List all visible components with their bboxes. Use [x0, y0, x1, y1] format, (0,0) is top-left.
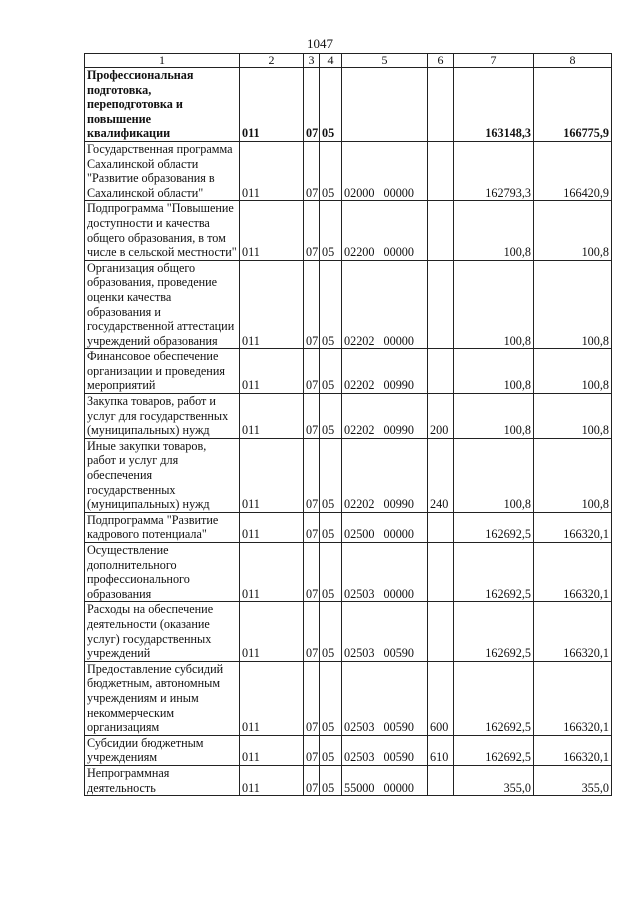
row-name: Расходы на обеспечение деятельности (оказание услуг) государственных учреждений	[85, 602, 240, 661]
subsection-code: 05	[320, 602, 342, 661]
section-code: 07	[304, 543, 320, 602]
expense-type-code	[428, 68, 454, 142]
expense-type-code	[428, 141, 454, 200]
target-article-code	[342, 68, 428, 142]
expense-type-code: 600	[428, 661, 454, 735]
subsection-code: 05	[320, 394, 342, 439]
section-code: 07	[304, 438, 320, 512]
table-row	[85, 602, 612, 661]
amount-year-1: 162692,5	[454, 543, 534, 602]
table-row	[85, 512, 612, 542]
amount-year-1: 355,0	[454, 765, 534, 795]
row-name: Иные закупки товаров, работ и услуг для обеспечения государственных (муниципальных) нужд	[85, 438, 240, 512]
table-row	[85, 349, 612, 394]
column-header: 3	[304, 54, 320, 68]
section-code: 07	[304, 602, 320, 661]
expense-type-code	[428, 602, 454, 661]
amount-year-2: 100,8	[534, 394, 612, 439]
grbs-code: 011	[240, 735, 304, 765]
subsection-code: 05	[320, 512, 342, 542]
subsection-code: 05	[320, 765, 342, 795]
expense-type-code	[428, 349, 454, 394]
target-article-code: 02503 00000	[342, 543, 428, 602]
table-row	[85, 260, 612, 349]
amount-year-2: 100,8	[534, 201, 612, 260]
table-row	[85, 68, 612, 142]
target-article-code: 02202 00990	[342, 349, 428, 394]
subsection-code: 05	[320, 735, 342, 765]
expense-type-code	[428, 765, 454, 795]
grbs-code: 011	[240, 438, 304, 512]
column-header: 4	[320, 54, 342, 68]
expense-type-code	[428, 201, 454, 260]
amount-year-1: 100,8	[454, 394, 534, 439]
table-row	[85, 394, 612, 439]
target-article-code: 02503 00590	[342, 602, 428, 661]
expense-type-code	[428, 512, 454, 542]
row-name: Государственная программа Сахалинской области "Развитие образования в Сахалинской области"	[85, 141, 240, 200]
amount-year-2: 166320,1	[534, 602, 612, 661]
table-row	[85, 438, 612, 512]
amount-year-1: 162692,5	[454, 661, 534, 735]
subsection-code: 05	[320, 349, 342, 394]
expense-type-code	[428, 260, 454, 349]
grbs-code: 011	[240, 602, 304, 661]
row-name: Предоставление субсидий бюджетным, автономным учреждениям и иным некоммерческим организациям	[85, 661, 240, 735]
column-header: 1	[85, 54, 240, 68]
subsection-code: 05	[320, 661, 342, 735]
table-row	[85, 735, 612, 765]
row-name: Субсидии бюджетным учреждениям	[85, 735, 240, 765]
column-header: 2	[240, 54, 304, 68]
amount-year-1: 100,8	[454, 349, 534, 394]
amount-year-2: 100,8	[534, 438, 612, 512]
amount-year-2: 166420,9	[534, 141, 612, 200]
grbs-code: 011	[240, 765, 304, 795]
amount-year-2: 166775,9	[534, 68, 612, 142]
page-number: 1047	[307, 36, 333, 51]
section-code: 07	[304, 201, 320, 260]
row-name: Организация общего образования, проведение оценки качества образования и государственной аттестации учреждений образования	[85, 260, 240, 349]
grbs-code: 011	[240, 661, 304, 735]
section-code: 07	[304, 512, 320, 542]
subsection-code: 05	[320, 141, 342, 200]
amount-year-2: 100,8	[534, 260, 612, 349]
target-article-code: 02503 00590	[342, 661, 428, 735]
target-article-code: 02202 00990	[342, 438, 428, 512]
target-article-code: 02202 00000	[342, 260, 428, 349]
grbs-code: 011	[240, 512, 304, 542]
table-row	[85, 141, 612, 200]
section-code: 07	[304, 260, 320, 349]
target-article-code: 02500 00000	[342, 512, 428, 542]
table-row	[85, 661, 612, 735]
table-row	[85, 543, 612, 602]
target-article-code: 02200 00000	[342, 201, 428, 260]
grbs-code: 011	[240, 68, 304, 142]
section-code: 07	[304, 68, 320, 142]
amount-year-1: 162793,3	[454, 141, 534, 200]
section-code: 07	[304, 735, 320, 765]
expense-type-code: 610	[428, 735, 454, 765]
amount-year-2: 166320,1	[534, 512, 612, 542]
section-code: 07	[304, 394, 320, 439]
amount-year-2: 100,8	[534, 349, 612, 394]
amount-year-2: 166320,1	[534, 543, 612, 602]
subsection-code: 05	[320, 201, 342, 260]
column-header: 5	[342, 54, 428, 68]
expense-type-code	[428, 543, 454, 602]
row-name: Осуществление дополнительного профессионального образования	[85, 543, 240, 602]
table-row	[85, 201, 612, 260]
grbs-code: 011	[240, 349, 304, 394]
subsection-code: 05	[320, 68, 342, 142]
amount-year-2: 166320,1	[534, 735, 612, 765]
expense-type-code: 240	[428, 438, 454, 512]
budget-table	[84, 53, 612, 796]
column-number-row	[85, 54, 612, 68]
row-name: Подпрограмма "Развитие кадрового потенциала"	[85, 512, 240, 542]
amount-year-1: 100,8	[454, 201, 534, 260]
amount-year-1: 162692,5	[454, 512, 534, 542]
grbs-code: 011	[240, 543, 304, 602]
section-code: 07	[304, 765, 320, 795]
target-article-code: 02503 00590	[342, 735, 428, 765]
amount-year-1: 163148,3	[454, 68, 534, 142]
subsection-code: 05	[320, 260, 342, 349]
target-article-code: 55000 00000	[342, 765, 428, 795]
row-name: Подпрограмма "Повышение доступности и качества общего образования, в том числе в сельской местности"	[85, 201, 240, 260]
amount-year-2: 166320,1	[534, 661, 612, 735]
expense-type-code: 200	[428, 394, 454, 439]
section-code: 07	[304, 141, 320, 200]
row-name: Профессиональная подготовка, переподготовка и повышение квалификации	[85, 68, 240, 142]
section-code: 07	[304, 349, 320, 394]
grbs-code: 011	[240, 394, 304, 439]
column-header: 8	[534, 54, 612, 68]
amount-year-1: 162692,5	[454, 735, 534, 765]
target-article-code: 02000 00000	[342, 141, 428, 200]
column-header: 6	[428, 54, 454, 68]
grbs-code: 011	[240, 201, 304, 260]
amount-year-1: 100,8	[454, 438, 534, 512]
grbs-code: 011	[240, 260, 304, 349]
table-row	[85, 765, 612, 795]
subsection-code: 05	[320, 438, 342, 512]
subsection-code: 05	[320, 543, 342, 602]
amount-year-1: 162692,5	[454, 602, 534, 661]
target-article-code: 02202 00990	[342, 394, 428, 439]
section-code: 07	[304, 661, 320, 735]
row-name: Непрограммная деятельность	[85, 765, 240, 795]
row-name: Финансовое обеспечение организации и проведения мероприятий	[85, 349, 240, 394]
row-name: Закупка товаров, работ и услуг для государственных (муниципальных) нужд	[85, 394, 240, 439]
column-header: 7	[454, 54, 534, 68]
amount-year-1: 100,8	[454, 260, 534, 349]
grbs-code: 011	[240, 141, 304, 200]
amount-year-2: 355,0	[534, 765, 612, 795]
